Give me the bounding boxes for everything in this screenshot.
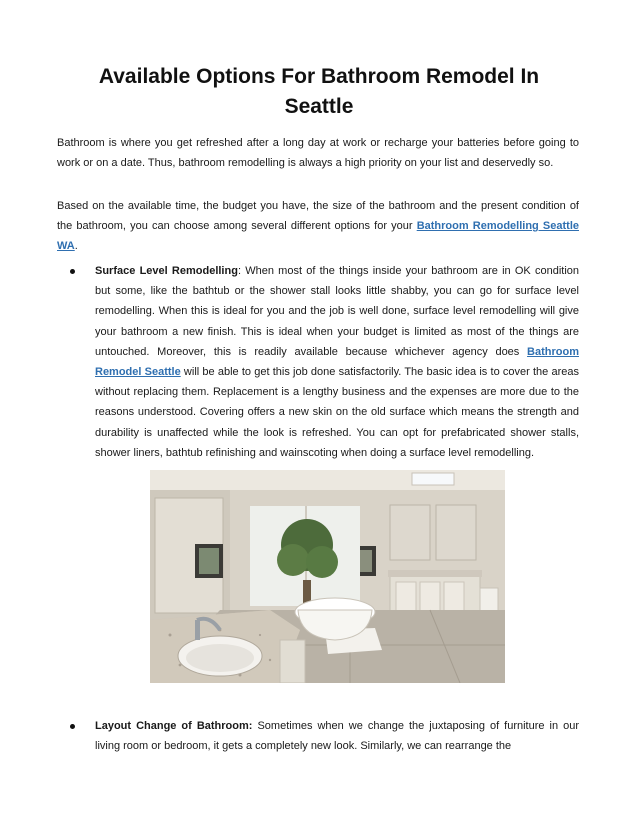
list-item-body: will be able to get this job done satisfactorily. The basic idea is to cover the areas without replacing them. Replacement is a lengthy business and the expenses are more due to the reasons understood. Covering offers a new skin on the old surface which means the strength and durability is unaffected while the look is refreshed. You can opt for prefabricated shower stalls, shower liners, bathtub refinishing and wainscoting when doing a surface level remodelling. bbox=[95, 366, 579, 459]
paragraph-text: . bbox=[74, 240, 78, 252]
bullet-icon bbox=[70, 269, 75, 274]
list-item-body: Sometimes when we change the juxtaposing of furniture in our living room or bedroom, it gets a completely new look. Similarly, we can rearrange the bbox=[95, 720, 579, 753]
paragraph-text: Based on the available time, the budget you have, the size of the bathroom and the present condition of the bathroom, you can choose among several different options for your bbox=[57, 200, 579, 232]
list-item-text bbox=[95, 261, 579, 463]
bathroom-remodelling-seattle-link[interactable]: Bathroom Remodelling Seattle WA bbox=[57, 220, 579, 252]
list-item-heading: Surface Level Remodelling bbox=[95, 265, 238, 277]
list-item-body: : When most of the things inside your bathroom are in OK condition but some, like the bathtub or the shower stall looks little shabby, you can go for surface level remodelling. When this is ideal for you and the job is well done, surface level remodelling will give your bathroom a new finish. This is ideal when your budget is limited as most of the things are untouched. Moreover, this is readily available because whichever agency does bbox=[95, 265, 579, 358]
bathroom-photo bbox=[150, 470, 505, 683]
bathroom-image bbox=[150, 470, 505, 683]
page-title: Available Options For Bathroom Remodel In Seattle bbox=[98, 65, 540, 118]
bullet-icon bbox=[70, 724, 75, 729]
bathroom-remodel-seattle-link[interactable]: Bathroom Remodel Seattle bbox=[95, 345, 579, 379]
list-item-heading: Layout Change of Bathroom: bbox=[95, 720, 253, 732]
options-paragraph bbox=[57, 196, 579, 256]
intro-paragraph: Bathroom is where you get refreshed after a long day at work or recharge your batteries before going to work or on a date. Thus, bathroom remodelling is always a high priority on your list and deservedly so. bbox=[57, 137, 579, 169]
list-item-text bbox=[95, 716, 579, 756]
